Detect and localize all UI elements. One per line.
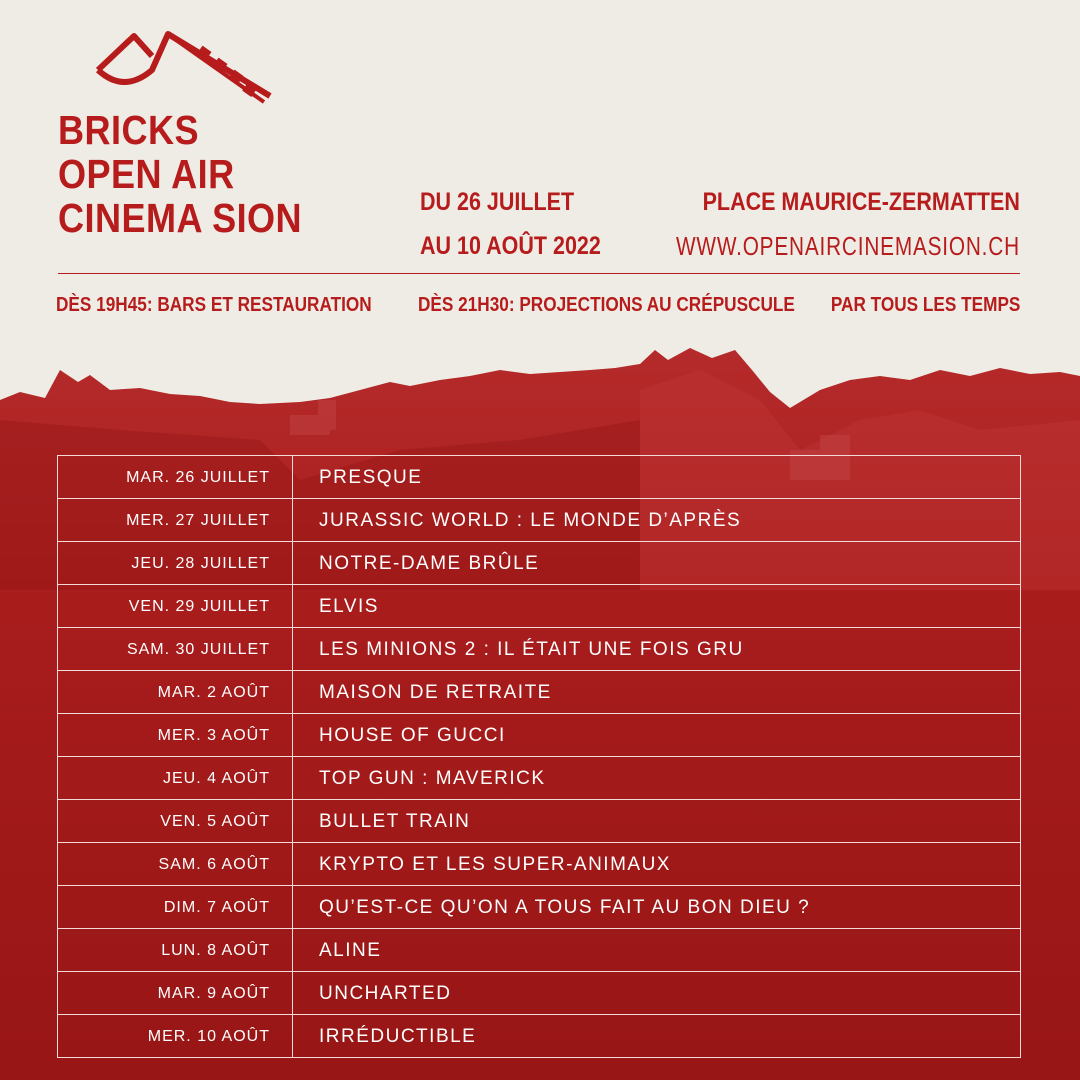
screening-date: MER. 27 JUILLET (58, 499, 293, 541)
dates-line-2: AU 10 AOÛT 2022 (420, 232, 601, 260)
table-row (58, 843, 1020, 886)
film-title: JURASSIC WORLD : LE MONDE D’APRÈS (319, 510, 742, 531)
screening-date: MAR. 9 AOÛT (58, 972, 293, 1014)
table-row (58, 800, 1020, 843)
brand-line-1: BRICKS (58, 107, 199, 153)
table-row (58, 585, 1020, 628)
film-roof-logo-icon (94, 26, 274, 116)
table-row (58, 929, 1020, 972)
screening-date: SAM. 30 JUILLET (58, 628, 293, 670)
festival-dates (420, 180, 601, 268)
screening-date: LUN. 8 AOÛT (58, 929, 293, 971)
table-row (58, 499, 1020, 542)
table-row (58, 628, 1020, 671)
venue-block (590, 180, 1020, 268)
table-row (58, 671, 1020, 714)
table-row (58, 456, 1020, 499)
screening-date: JEU. 28 JUILLET (58, 542, 293, 584)
header-divider (58, 273, 1020, 274)
info-weather: PAR TOUS LES TEMPS (830, 294, 1020, 316)
table-row (58, 1015, 1020, 1058)
venue-name: PLACE MAURICE-ZERMATTEN (702, 188, 1020, 216)
info-bars: DÈS 19H45: BARS ET RESTAURATION (56, 294, 372, 316)
screening-date: JEU. 4 AOÛT (58, 757, 293, 799)
film-title: TOP GUN : MAVERICK (319, 768, 546, 789)
dates-line-1: DU 26 JUILLET (420, 188, 575, 216)
film-title: UNCHARTED (319, 983, 452, 1004)
film-title: KRYPTO ET LES SUPER-ANIMAUX (319, 854, 671, 875)
film-title: ALINE (319, 940, 382, 961)
screening-date: VEN. 5 AOÛT (58, 800, 293, 842)
screening-date: SAM. 6 AOÛT (58, 843, 293, 885)
screening-schedule-table (57, 455, 1021, 1058)
screening-date: MAR. 2 AOÛT (58, 671, 293, 713)
screening-date: VEN. 29 JUILLET (58, 585, 293, 627)
table-row (58, 972, 1020, 1015)
film-title: QU’EST-CE QU’ON A TOUS FAIT AU BON DIEU ? (319, 897, 811, 918)
info-projections: DÈS 21H30: PROJECTIONS AU CRÉPUSCULE (418, 294, 795, 316)
screening-date: MAR. 26 JUILLET (58, 456, 293, 498)
brand-title (58, 108, 302, 240)
screening-date: DIM. 7 AOÛT (58, 886, 293, 928)
screening-date: MER. 3 AOÛT (58, 714, 293, 756)
film-title: HOUSE OF GUCCI (319, 725, 506, 746)
table-row (58, 886, 1020, 929)
screening-date: MER. 10 AOÛT (58, 1015, 293, 1057)
brand-line-2: OPEN AIR (58, 151, 235, 197)
brand-line-3: CINEMA SION (58, 195, 303, 241)
table-row (58, 757, 1020, 800)
film-title: PRESQUE (319, 467, 423, 488)
website-link[interactable]: WWW.OPENAIRCINEMASION.CH (676, 231, 1020, 261)
film-title: MAISON DE RETRAITE (319, 682, 552, 703)
film-title: ELVIS (319, 596, 379, 617)
film-title: NOTRE-DAME BRÛLE (319, 553, 540, 574)
table-row (58, 542, 1020, 585)
film-title: BULLET TRAIN (319, 811, 471, 832)
table-row (58, 714, 1020, 757)
film-title: IRRÉDUCTIBLE (319, 1026, 477, 1047)
film-title: LES MINIONS 2 : IL ÉTAIT UNE FOIS GRU (319, 639, 744, 660)
